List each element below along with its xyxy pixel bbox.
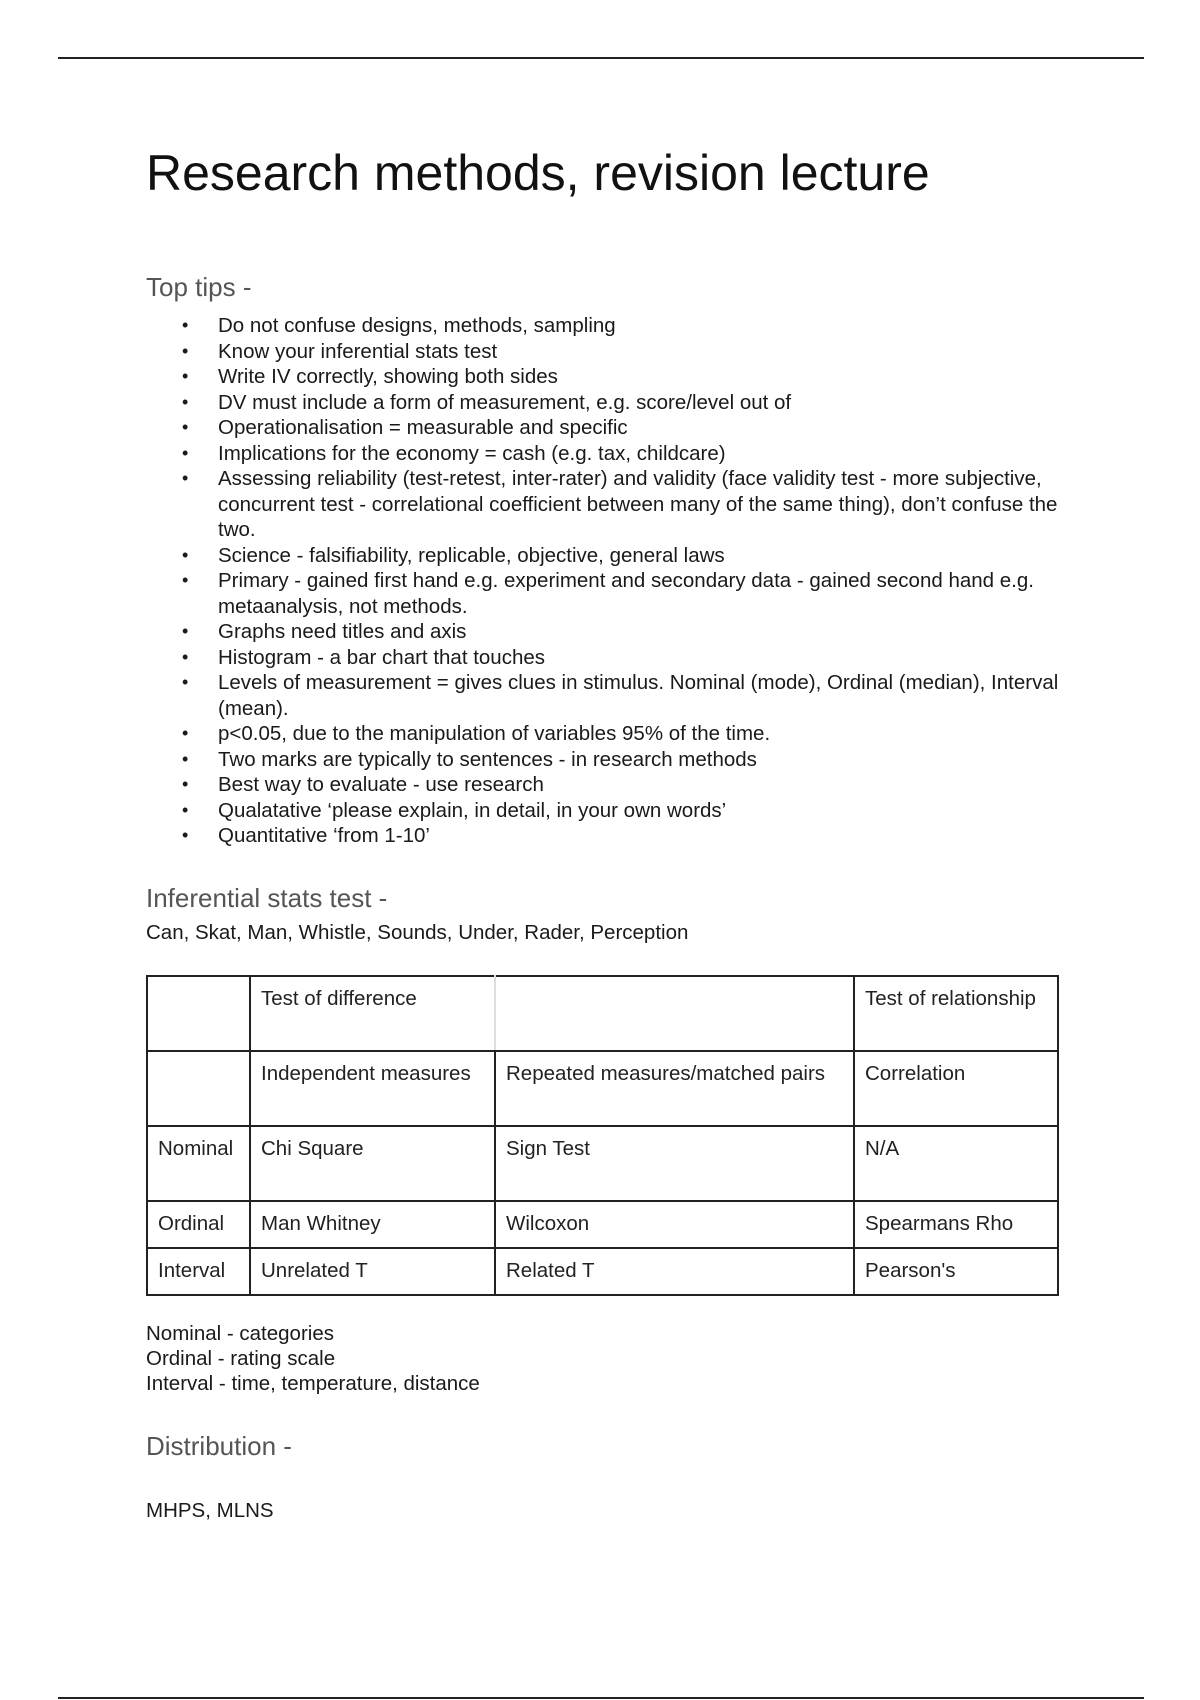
table-cell: Man Whitney <box>250 1201 495 1248</box>
distribution-text: MHPS, MLNS <box>146 1499 274 1522</box>
table-cell: Chi Square <box>250 1126 495 1201</box>
table-cell: Related T <box>495 1248 854 1295</box>
table-cell <box>147 1051 250 1126</box>
list-item: • Implications for the economy = cash (e.g. tax, childcare) <box>146 441 1076 467</box>
top-tips-heading: Top tips - <box>146 272 252 302</box>
list-item: • Histogram - a bar chart that touches <box>146 645 1076 671</box>
table-cell: Test of relationship <box>854 976 1058 1051</box>
table-cell: Spearmans Rho <box>854 1201 1058 1248</box>
list-item: • Levels of measurement = gives clues in stimulus. Nominal (mode), Ordinal (median), Interval (mean). <box>146 670 1076 721</box>
table-cell: Ordinal <box>147 1201 250 1248</box>
list-item: • Graphs need titles and axis <box>146 619 1076 645</box>
table-cell: Pearson's <box>854 1248 1058 1295</box>
table-row <box>147 976 1058 1051</box>
table-cell: Repeated measures/matched pairs <box>495 1051 854 1126</box>
list-item: • Do not confuse designs, methods, sampling <box>146 313 1076 339</box>
table-cell: Nominal <box>147 1126 250 1201</box>
table-cell: Correlation <box>854 1051 1058 1126</box>
list-item: • Write IV correctly, showing both sides <box>146 364 1076 390</box>
table-row <box>147 1248 1058 1295</box>
list-item: • Science - falsifiability, replicable, objective, general laws <box>146 543 1076 569</box>
table-cell <box>495 976 854 1051</box>
list-item: • Two marks are typically to sentences - in research methods <box>146 747 1076 773</box>
list-item: • Quantitative ‘from 1-10’ <box>146 823 1076 849</box>
mnemonic-text: Can, Skat, Man, Whistle, Sounds, Under, Rader, Perception <box>146 921 689 944</box>
table-cell: Unrelated T <box>250 1248 495 1295</box>
inferential-stats-heading: Inferential stats test - <box>146 883 388 913</box>
list-item: • p<0.05, due to the manipulation of variables 95% of the time. <box>146 721 1076 747</box>
table-cell <box>147 976 250 1051</box>
table-cell: Independent measures <box>250 1051 495 1126</box>
list-item: • Know your inferential stats test <box>146 339 1076 365</box>
levels-of-measurement <box>146 1321 480 1396</box>
bottom-rule <box>58 1697 1144 1699</box>
top-tips-list <box>146 313 1076 849</box>
page-title: Research methods, revision lecture <box>146 145 930 201</box>
table-cell: Sign Test <box>495 1126 854 1201</box>
distribution-heading: Distribution - <box>146 1431 292 1461</box>
table-cell: Interval <box>147 1248 250 1295</box>
list-item: • Operationalisation = measurable and specific <box>146 415 1076 441</box>
table-row <box>147 1201 1058 1248</box>
table-cell: N/A <box>854 1126 1058 1201</box>
level-line: Interval - time, temperature, distance <box>146 1372 480 1395</box>
table-cell: Test of difference <box>250 976 495 1051</box>
level-line: Nominal - categories <box>146 1322 334 1345</box>
table-cell: Wilcoxon <box>495 1201 854 1248</box>
list-item: • DV must include a form of measurement, e.g. score/level out of <box>146 390 1076 416</box>
list-item: • Qualatative ‘please explain, in detail, in your own words’ <box>146 798 1076 824</box>
table-row <box>147 1051 1058 1126</box>
level-line: Ordinal - rating scale <box>146 1347 336 1370</box>
top-rule <box>58 57 1144 59</box>
list-item: • Primary - gained first hand e.g. experiment and secondary data - gained second hand e.g. metaanalysis, not methods. <box>146 568 1076 619</box>
table-row <box>147 1126 1058 1201</box>
stats-test-table <box>146 975 1059 1296</box>
list-item: • Assessing reliability (test-retest, inter-rater) and validity (face validity test - more subjective, concurrent test - correlational coefficient between many of the same thing), don’t confuse the two. <box>146 466 1076 543</box>
list-item: • Best way to evaluate - use research <box>146 772 1076 798</box>
